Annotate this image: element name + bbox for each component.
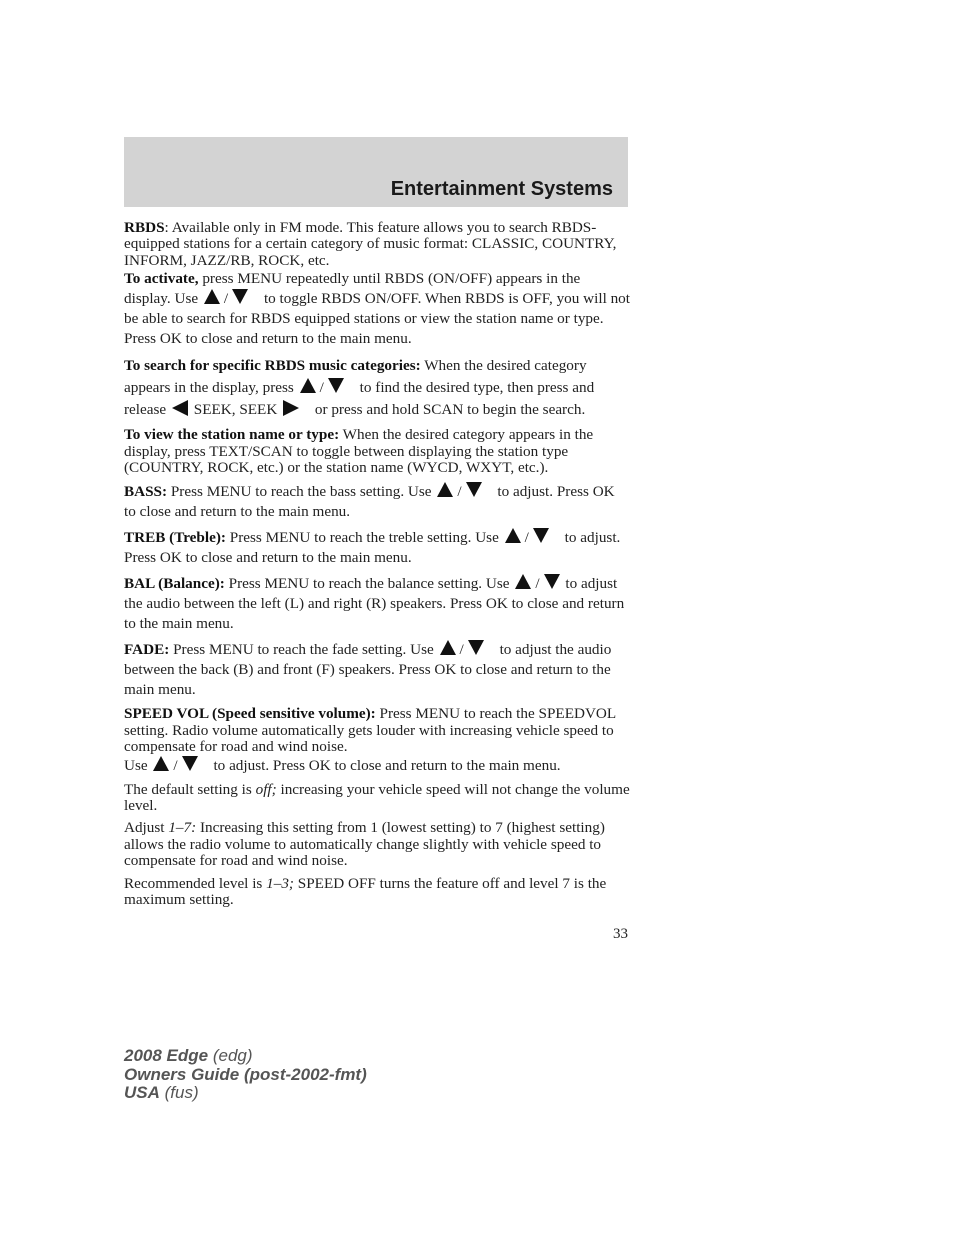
down-arrow-icon [544, 574, 560, 589]
recommended-paragraph: Recommended level is 1–3; SPEED OFF turns the feature off and level 7 is the maximum setting. [124, 874, 607, 909]
seek-left-icon [172, 400, 188, 416]
up-arrow-icon [440, 640, 456, 655]
treble-paragraph: TREB (Treble): Press MENU to reach the treble setting. Use / to adjust. Press OK to close and return to the main menu. [124, 529, 621, 567]
page-number: 33 [613, 926, 628, 942]
up-arrow-icon [153, 756, 169, 771]
activate-paragraph: To activate, press MENU repeatedly until RBDS (ON/OFF) appears in the display. Use / to toggle RBDS ON/OFF. When RBDS is OFF, you will not be able to search for RBDS equipped stations or view the station name or type. Press OK to close and return to the main menu. [124, 270, 630, 348]
view-paragraph: To view the station name or type: When the desired category appears in the display, press TEXT/SCAN to toggle between displaying the station type (COUNTRY, ROCK, etc.) or the station name (WYCD, WXYT, etc.). [124, 426, 594, 477]
footer-line-model: 2008 Edge (edg) [124, 1046, 253, 1065]
section-title: Entertainment Systems [390, 178, 613, 200]
down-arrow-icon [328, 378, 344, 393]
adjust-paragraph: Adjust 1–7: Increasing this setting from 1 (lowest setting) to 7 (highest setting) allows the radio volume to automatically change slightly with vehicle speed to compensate for road and wind noise. [124, 819, 605, 870]
down-arrow-icon [466, 482, 482, 497]
footer-line-market: USA (fus) [124, 1083, 199, 1102]
default-setting-paragraph: The default setting is off; increasing your vehicle speed will not change the volume level. [124, 780, 630, 815]
rbds-paragraph: RBDS: Available only in FM mode. This feature allows you to search RBDS-equipped stations for a certain category of music format: CLASSIC, COUNTRY, INFORM, JAZZ/RB, ROCK, etc. [124, 219, 617, 269]
search-paragraph: To search for specific RBDS music categories: When the desired category appears in the display, press / to find the desired type, then press and release SEEK, SEEK or press and hold SCAN to begin the search. [124, 357, 595, 419]
page-content [124, 220, 630, 915]
down-arrow-icon [533, 528, 549, 543]
document-footer [124, 1047, 367, 1103]
down-arrow-icon [182, 756, 198, 771]
down-arrow-icon [468, 640, 484, 655]
up-arrow-icon [515, 574, 531, 589]
up-arrow-icon [505, 528, 521, 543]
up-arrow-icon [300, 378, 316, 393]
section-header [124, 137, 628, 207]
balance-paragraph: BAL (Balance): Press MENU to reach the balance setting. Use / to adjust the audio between the left (L) and right (R) speakers. Press OK to close and return to the main menu. [124, 575, 625, 633]
speed-vol-paragraph: SPEED VOL (Speed sensitive volume): Press MENU to reach the SPEEDVOL setting. Radio volume automatically gets louder with increasing vehicle speed to compensate for road and wind noise. Use / to adjust. Press OK to close and return to the main menu. [124, 705, 616, 774]
seek-right-icon [283, 400, 299, 416]
bass-paragraph: BASS: Press MENU to reach the bass setting. Use / to adjust. Press OK to close and return to the main menu. [124, 483, 615, 521]
down-arrow-icon [232, 289, 248, 304]
footer-line-guide: Owners Guide (post-2002-fmt) [124, 1064, 367, 1084]
fade-paragraph: FADE: Press MENU to reach the fade setting. Use / to adjust the audio between the back (B) and front (F) speakers. Press OK to close and return to the main menu. [124, 641, 612, 699]
up-arrow-icon [437, 482, 453, 497]
up-arrow-icon [204, 289, 220, 304]
